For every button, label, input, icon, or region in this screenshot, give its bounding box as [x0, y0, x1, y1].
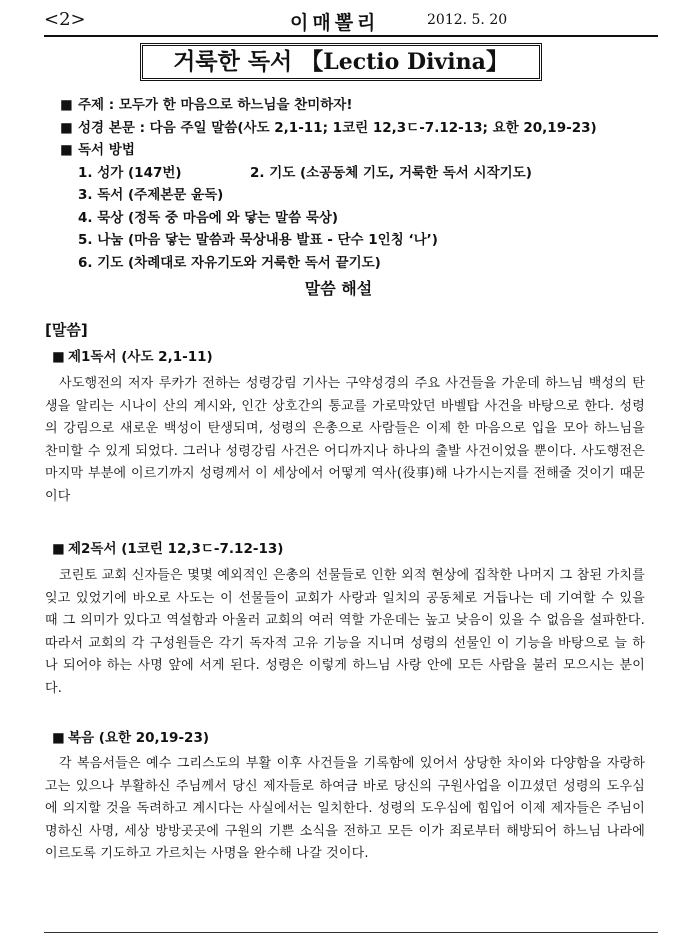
theme-row [60, 94, 597, 117]
main-title-box [140, 43, 542, 81]
reading-ref: (사도 2,1-11) [121, 349, 213, 365]
page-number: <2> [44, 9, 86, 30]
square-bullet-icon: ■ [60, 119, 73, 136]
theme-text: : 모두가 한 마음으로 하느님을 찬미하자! [108, 97, 353, 113]
method-step: 5. 나눔 (마음 닿는 말씀과 묵상내용 발표 - 단수 1인칭 ‘나’) [78, 232, 438, 248]
scripture-text: : 다음 주일 말씀(사도 2,1-11; 1코린 12,3ㄷ-7.12-13; 요한 20,19-23) [139, 119, 597, 136]
section-title: 말씀 해설 [304, 279, 373, 298]
first-reading-heading [52, 345, 213, 365]
gospel-text: 각 복음서들은 예수 그리스도의 부활 이후 사건들을 기록함에 있어서 상당한 차이와 다양함을 자랑하고는 있으나 부활하신 주님께서 당신 제자들로 하여금 바로 당신의 구원사업을 이끄셨던 성령의 도우심에 의지할 것을 독려하고 계시다는 사실에서는 일치한다. 성령의 도우심에 힘입어 이제 제자들은 주님이 명하신 사명, 세상 방방곳곳에 구원의 기쁜 소식을 전하고 모든 이가 죄로부터 해방되어 하느님 나라에 이르도록 기도하고 가르치는 사명을 완수해 나갈 것이다. [45, 756, 645, 862]
method-step: 6. 기도 (차례대로 자유기도와 거룩한 독서 끝기도) [78, 254, 381, 271]
method-step-row [60, 162, 597, 185]
word-label: [말씀] [45, 321, 88, 339]
square-bullet-icon: ■ [52, 349, 65, 365]
title-korean: 거룩한 독서 [173, 49, 293, 75]
first-reading-text: 사도행전의 저자 루카가 전하는 성령강림 기사는 구약성경의 주요 사건들을 가운데 하느님 백성의 탄생을 알리는 시나이 산의 계시와, 인간 상호간의 통교를 가로막았던 바벨탑 사건을 바탕으로 한다. 성령의 강림으로 새로운 백성이 탄생되며, 성령의 은총으로 사람들은 이제 한 마음으로 입을 모아 하느님을 찬미할 수 있게 되었다. 그러나 성령강림 사건은 어디까지나 하나의 출발 사건이었을 뿐이다. 사도행전은 마지막 부분에 이르기까지 성령께서 이 세상에서 어떻게 역사(役事)해 나가시는지를 전해줄 것이기 때문이다 [45, 376, 645, 504]
page-header [44, 8, 656, 34]
reading-ref: (1코린 12,3ㄷ-7.12-13) [121, 541, 284, 557]
reading-label: 제1독서 [68, 349, 117, 365]
title-latin: Lectio Divina [323, 49, 486, 75]
scripture-label: 성경 본문 [78, 119, 135, 136]
method-step: 1. 성가 (147번) [78, 164, 182, 181]
scripture-row [60, 117, 597, 140]
square-bullet-icon: ■ [52, 730, 65, 746]
reading-label: 복음 [68, 730, 95, 746]
footer-divider [44, 932, 658, 933]
theme-label: 주제 [78, 97, 105, 113]
reading-ref: (요한 20,19-23) [98, 730, 210, 746]
square-bullet-icon: ■ [60, 97, 73, 113]
reading-info [60, 94, 597, 274]
gospel-heading [52, 726, 209, 746]
method-step: 3. 독서 (주제본문 윤독) [78, 187, 224, 203]
header-divider [44, 35, 658, 37]
second-reading-heading [52, 537, 283, 557]
method-row [60, 139, 597, 162]
second-reading-text: 코린토 교회 신자들은 몇몇 예외적인 은총의 선물들로 인한 외적 현상에 집착한 나머지 그 참된 가치를 잊고 있었기에 바오로 사도는 이 선물들이 교회가 사랑과 일치의 공동체로 거듭나는 데 기여할 수 있을 때 그 의미가 있다고 역설함과 아울러 교회의 여러 역할 가운데는 높고 낮음이 있을 수 없음을 설파한다. 따라서 교회의 각 구성원들은 각기 독자적 고유 기능을 지니며 성령의 선물인 이 기능을 바탕으로 늘 하나 되어야 하는 사명 앞에 서게 된다. 성령은 이렇게 하느님 사랑 안에 모든 사람을 불러 모으시는 분이다. [45, 568, 645, 696]
newsletter-title: 이매뽈리 [290, 12, 380, 34]
title-bracket-open: 【 [300, 49, 324, 75]
issue-date: 2012. 5. 20 [427, 12, 508, 28]
method-step: 4. 묵상 (정독 중 마음에 와 닿는 말씀 묵상) [78, 209, 339, 226]
method-step: 2. 기도 (소공동체 기도, 거룩한 독서 시작기도) [250, 164, 532, 181]
method-label: 독서 방법 [78, 142, 135, 158]
title-bracket-close: 】 [485, 49, 509, 75]
square-bullet-icon: ■ [60, 142, 73, 158]
square-bullet-icon: ■ [52, 541, 65, 557]
reading-label: 제2독서 [68, 541, 117, 557]
